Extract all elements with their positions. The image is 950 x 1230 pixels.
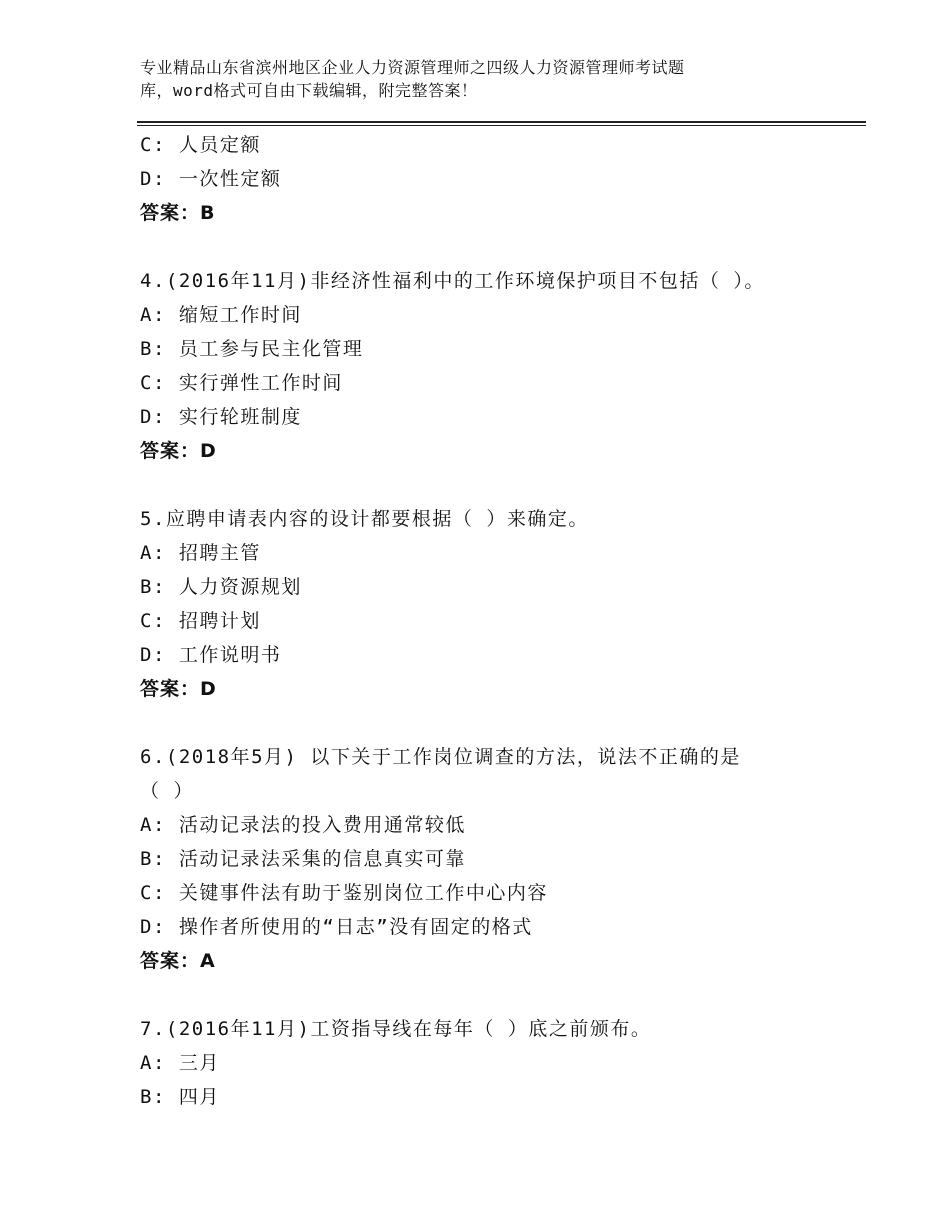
question-6 [140, 740, 860, 978]
question-list [140, 128, 860, 1114]
question-stem: 5.应聘申请表内容的设计都要根据（ ）来确定。 [140, 508, 589, 530]
spacer [140, 978, 860, 1012]
spacer [140, 468, 860, 502]
option-d: D: 实行轮班制度 [140, 406, 302, 428]
spacer [140, 706, 860, 740]
option-a: A: 三月 [140, 1052, 220, 1074]
question-5 [140, 502, 860, 706]
option-a: A: 活动记录法的投入费用通常较低 [140, 814, 466, 836]
option-c: C: 招聘计划 [140, 610, 261, 632]
option-a: A: 缩短工作时间 [140, 304, 302, 326]
spacer [140, 230, 860, 264]
answer: 答案：A [140, 950, 216, 972]
page-header [140, 56, 780, 102]
option-c: C: 关键事件法有助于鉴别岗位工作中心内容 [140, 882, 548, 904]
question-4 [140, 264, 860, 468]
option-b: B: 员工参与民主化管理 [140, 338, 364, 360]
option-d: D: 工作说明书 [140, 644, 282, 666]
question-7 [140, 1012, 860, 1114]
question-stem-line-1: 6.(2018年5月) 以下关于工作岗位调查的方法，说法不正确的是 [140, 746, 741, 768]
option-c: C: 实行弹性工作时间 [140, 372, 343, 394]
option-b: B: 人力资源规划 [140, 576, 302, 598]
option-d: D: 操作者所使用的“日志”没有固定的格式 [140, 916, 533, 938]
option-c: C: 人员定额 [140, 134, 261, 156]
header-title-line-1: 专业精品山东省滨州地区企业人力资源管理师之四级人力资源管理师考试题 [140, 58, 685, 77]
header-title-line-2: 库，word格式可自由下载编辑，附完整答案！ [140, 81, 478, 100]
option-b: B: 四月 [140, 1086, 220, 1108]
question-stem: 4.(2016年11月)非经济性福利中的工作环境保护项目不包括（ ）。 [140, 270, 765, 292]
answer: 答案：D [140, 440, 217, 462]
answer: 答案：B [140, 202, 216, 224]
question-3-tail [140, 128, 860, 230]
option-b: B: 活动记录法采集的信息真实可靠 [140, 848, 466, 870]
question-stem-line-2: （ ） [140, 780, 194, 802]
option-d: D: 一次性定额 [140, 168, 282, 190]
question-stem: 7.(2016年11月)工资指导线在每年（ ）底之前颁布。 [140, 1018, 652, 1040]
header-divider [137, 121, 866, 126]
option-a: A: 招聘主管 [140, 542, 261, 564]
answer: 答案：D [140, 678, 217, 700]
